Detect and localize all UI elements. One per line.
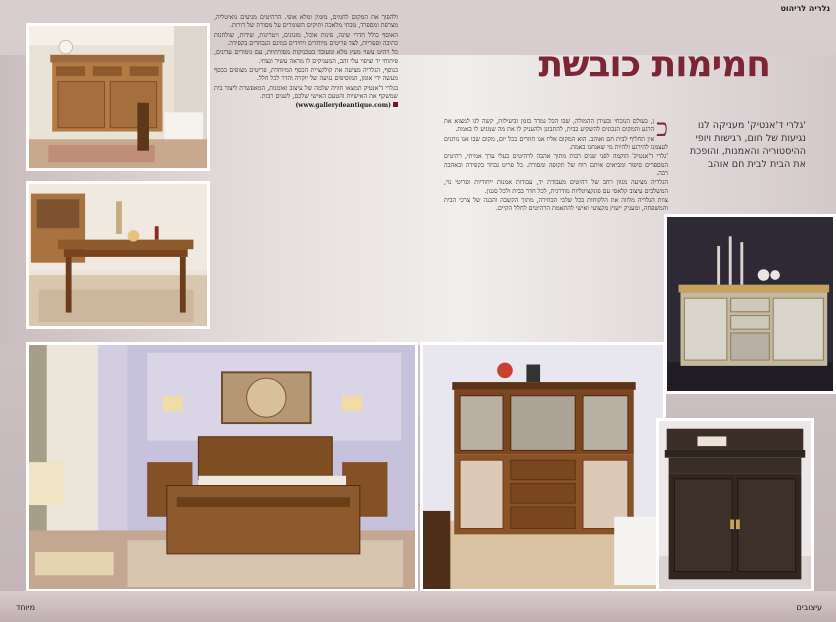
photo-coffee-table <box>26 181 210 329</box>
drop-cap: כ <box>656 118 668 142</box>
article-paragraph: האוסף כולל חדרי שינה, פינות אוכל, מזנונים, ויטרינות, שידות, שולחנות כתיבה וספריות, לצד פריטים מיוחדים ויחידים במינם הנבחרים בקפידה. <box>214 31 398 48</box>
website-link[interactable]: (www.gallerydeantique.com) <box>295 102 391 110</box>
article-paragraph: כל רהיט עשוי מעץ מלא ומעובד בטכניקות מסורתיות, עם גימורים עדינים, פיתוחי יד וציפוי עלי זהב, המעניקים לו מראה עשיר ונצחי. <box>214 49 398 65</box>
footer-left: מיוחד <box>16 603 35 612</box>
article-paragraph: 'גלרי ד'אנטיק' הוקמה לפני שנים רבות מתוך אהבה לרהיטים בעלי ערך אמיתי, רהיטים המספרים סיפור ומביאים איתם רוח של תקופה ומסורת. כל פריט נבחר בקפידה ובאהבה רבה. <box>444 153 668 178</box>
article-end <box>214 102 398 110</box>
article-paragraph: בגלרי ד'אנטיק תמצאו חוויה שלמה של עיצוב ואומנות, המאפשרת ליצור בית שמשקף את האישיות והטעם האישי שלכם, לשנים רבות. <box>214 84 398 101</box>
lead-paragraph: 'גלרי ד'אנטיק' מעניקה לנו נגיעות של חום, רגישות ויופי ההיסטוריה והאמנות, והופכת את הבית לבית חם אוהב <box>689 120 806 170</box>
article-paragraph: הגלריה מציעה מגוון רחב של רהיטים מעבודת יד, עבודות אמנות ייחודיות ופריטי נוי, המשלבים עיצוב קלאסי עם פונקציונליות מודרנית, לכל חדר בבית ולכל סגנון. <box>444 179 668 195</box>
photo-sideboard <box>26 23 210 171</box>
article-paragraph: אין תחליף לבית חם ואוהב. הוא המקום אליו אנו חוזרים בכל יום, מקום שבו אנו נותנים לעצמנו להירגע ולהיות מי שאנחנו באמת. <box>444 135 668 152</box>
article-column-left <box>214 14 398 332</box>
article-column-right <box>444 118 668 338</box>
photo-bedroom <box>26 342 418 592</box>
article-paragraph: ולהפוך את המקום לחמים, מזמין ומלא אופי. הרהיטים מגיעים מאיטליה, מצרפת ומספרד, מבתי מלאכה ותיקים השומרים על מסורת של דורות. <box>214 14 398 30</box>
article-paragraph: ן, בעולם הנוכחי ובעידן ההמולה, שבו הכל נמדד בזמן וביעילות, קשה לנו למצוא את הרגע והמקום הנכונים להשקיע בבית, להתבונן ולהעניק לו את מה שמגיע לו באמת. <box>444 118 655 134</box>
footer-right: עיצובים <box>796 603 822 612</box>
article-paragraph: צוות הגלריה מלווה את הלקוחות בכל שלבי הבחירה, מתוך הקשבה והבנה של צרכי הבית והמשפחה, ומעניק ייעוץ מקצועי ואישי להתאמת הרהיטים לחלל הקיים. <box>444 197 668 213</box>
article-paragraph: בנוסף, הגלריה מציעה את קולקציית הכסף המיוחדת, פריטים מצופים בכסף מעשה ידי אומן, המוסיפים נגיעה של יוקרה והדר לכל חלל. <box>214 67 398 83</box>
footer-bar <box>0 591 836 622</box>
photo-vitrine <box>420 342 666 592</box>
end-mark <box>393 102 398 107</box>
photo-silver-sideboard <box>664 214 836 394</box>
page-title: חמימות כובשת <box>538 44 770 85</box>
photo-dark-cabinet <box>656 418 814 592</box>
section-label: גלריה לריהוט <box>780 4 830 13</box>
